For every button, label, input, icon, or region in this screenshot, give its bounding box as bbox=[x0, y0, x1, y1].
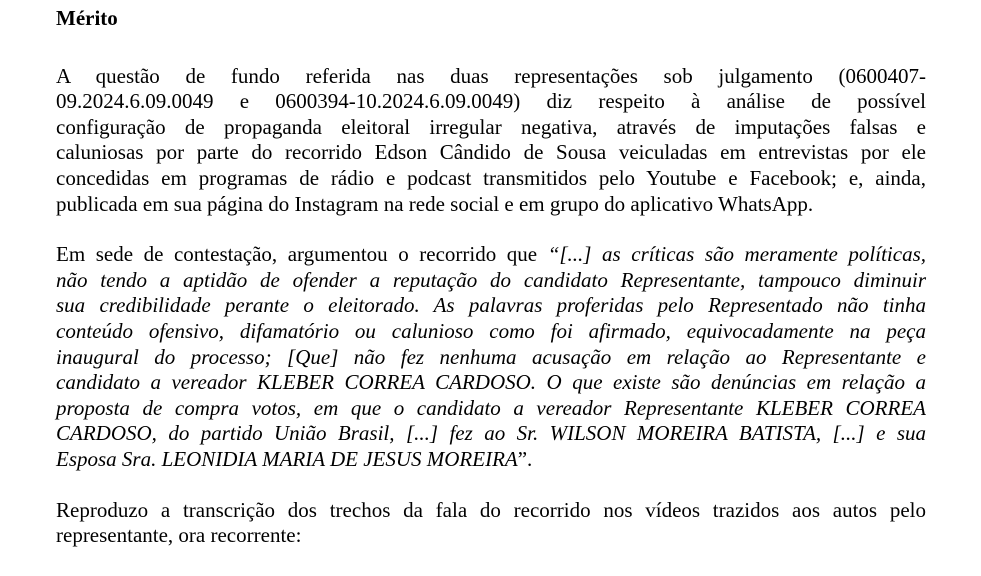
paragraph-line: configuração de propaganda eleitoral irregular negativa, através de imputações falsas e bbox=[56, 114, 926, 139]
paragraph-line bbox=[56, 396, 926, 422]
quoted-text: Esposa Sra. LEONIDIA MARIA DE JESUS MOREIRA bbox=[56, 446, 518, 471]
paragraph-line bbox=[56, 447, 926, 473]
quote-close-mark: ”. bbox=[517, 446, 533, 471]
paragraph-line bbox=[56, 242, 926, 268]
paragraph-line bbox=[56, 345, 926, 371]
paragraph-line: representante, ora recorrente: bbox=[56, 523, 302, 548]
paragraph-line bbox=[56, 319, 926, 345]
paragraph-line: A questão de fundo referida nas duas representações sob julgamento (0600407- bbox=[56, 63, 926, 88]
document-page bbox=[56, 6, 926, 549]
paragraph-line bbox=[56, 293, 926, 319]
paragraph-line: Reproduzo a transcrição dos trechos da fala do recorrido nos vídeos trazidos aos autos pelo bbox=[56, 497, 926, 522]
contestation-intro: Em sede de contestação, argumentou o recorrido que bbox=[56, 242, 548, 267]
paragraph-merits-question bbox=[56, 64, 926, 218]
quoted-text: CARDOSO, do partido União Brasil, [...] fez ao Sr. WILSON MOREIRA BATISTA, [...] e sua bbox=[56, 421, 926, 446]
quoted-text: [...] as críticas são meramente políticas, bbox=[559, 242, 926, 267]
paragraph-contestation bbox=[56, 242, 926, 472]
quoted-text: proposta de compra votos, em que o candidato a vereador Representante KLEBER CORREA bbox=[56, 395, 926, 420]
quote-open-mark: “ bbox=[547, 242, 560, 267]
section-heading: Mérito bbox=[56, 6, 118, 30]
quoted-text: não tendo a aptidão de ofender a reputação do candidato Representante, tampouco diminuir bbox=[56, 267, 926, 292]
paragraph-line bbox=[56, 421, 926, 447]
paragraph-line bbox=[56, 370, 926, 396]
paragraph-line: caluniosas por parte do recorrido Edson Cândido de Sousa veiculadas em entrevistas por ele bbox=[56, 140, 926, 165]
paragraph-line: 09.2024.6.09.0049 e 0600394-10.2024.6.09.0049) diz respeito à análise de possível bbox=[56, 89, 926, 114]
quoted-text: sua credibilidade perante o eleitorado. As palavras proferidas pelo Representado não tinha bbox=[56, 293, 926, 318]
paragraph-transcription-intro bbox=[56, 498, 926, 549]
paragraph-line: concedidas em programas de rádio e podcast transmitidos pelo Youtube e Facebook; e, ainda, bbox=[56, 165, 926, 190]
quoted-text: inaugural do processo; [Que] não fez nenhuma acusação em relação ao Representante e bbox=[56, 344, 926, 369]
quoted-text: candidato a vereador KLEBER CORREA CARDOSO. O que existe são denúncias em relação a bbox=[56, 370, 926, 395]
paragraph-line bbox=[56, 268, 926, 294]
quoted-text: conteúdo ofensivo, difamatório ou calunioso como foi afirmado, equivocadamente na peça bbox=[56, 318, 926, 343]
paragraph-line: publicada em sua página do Instagram na rede social e em grupo do aplicativo WhatsApp. bbox=[56, 191, 814, 216]
